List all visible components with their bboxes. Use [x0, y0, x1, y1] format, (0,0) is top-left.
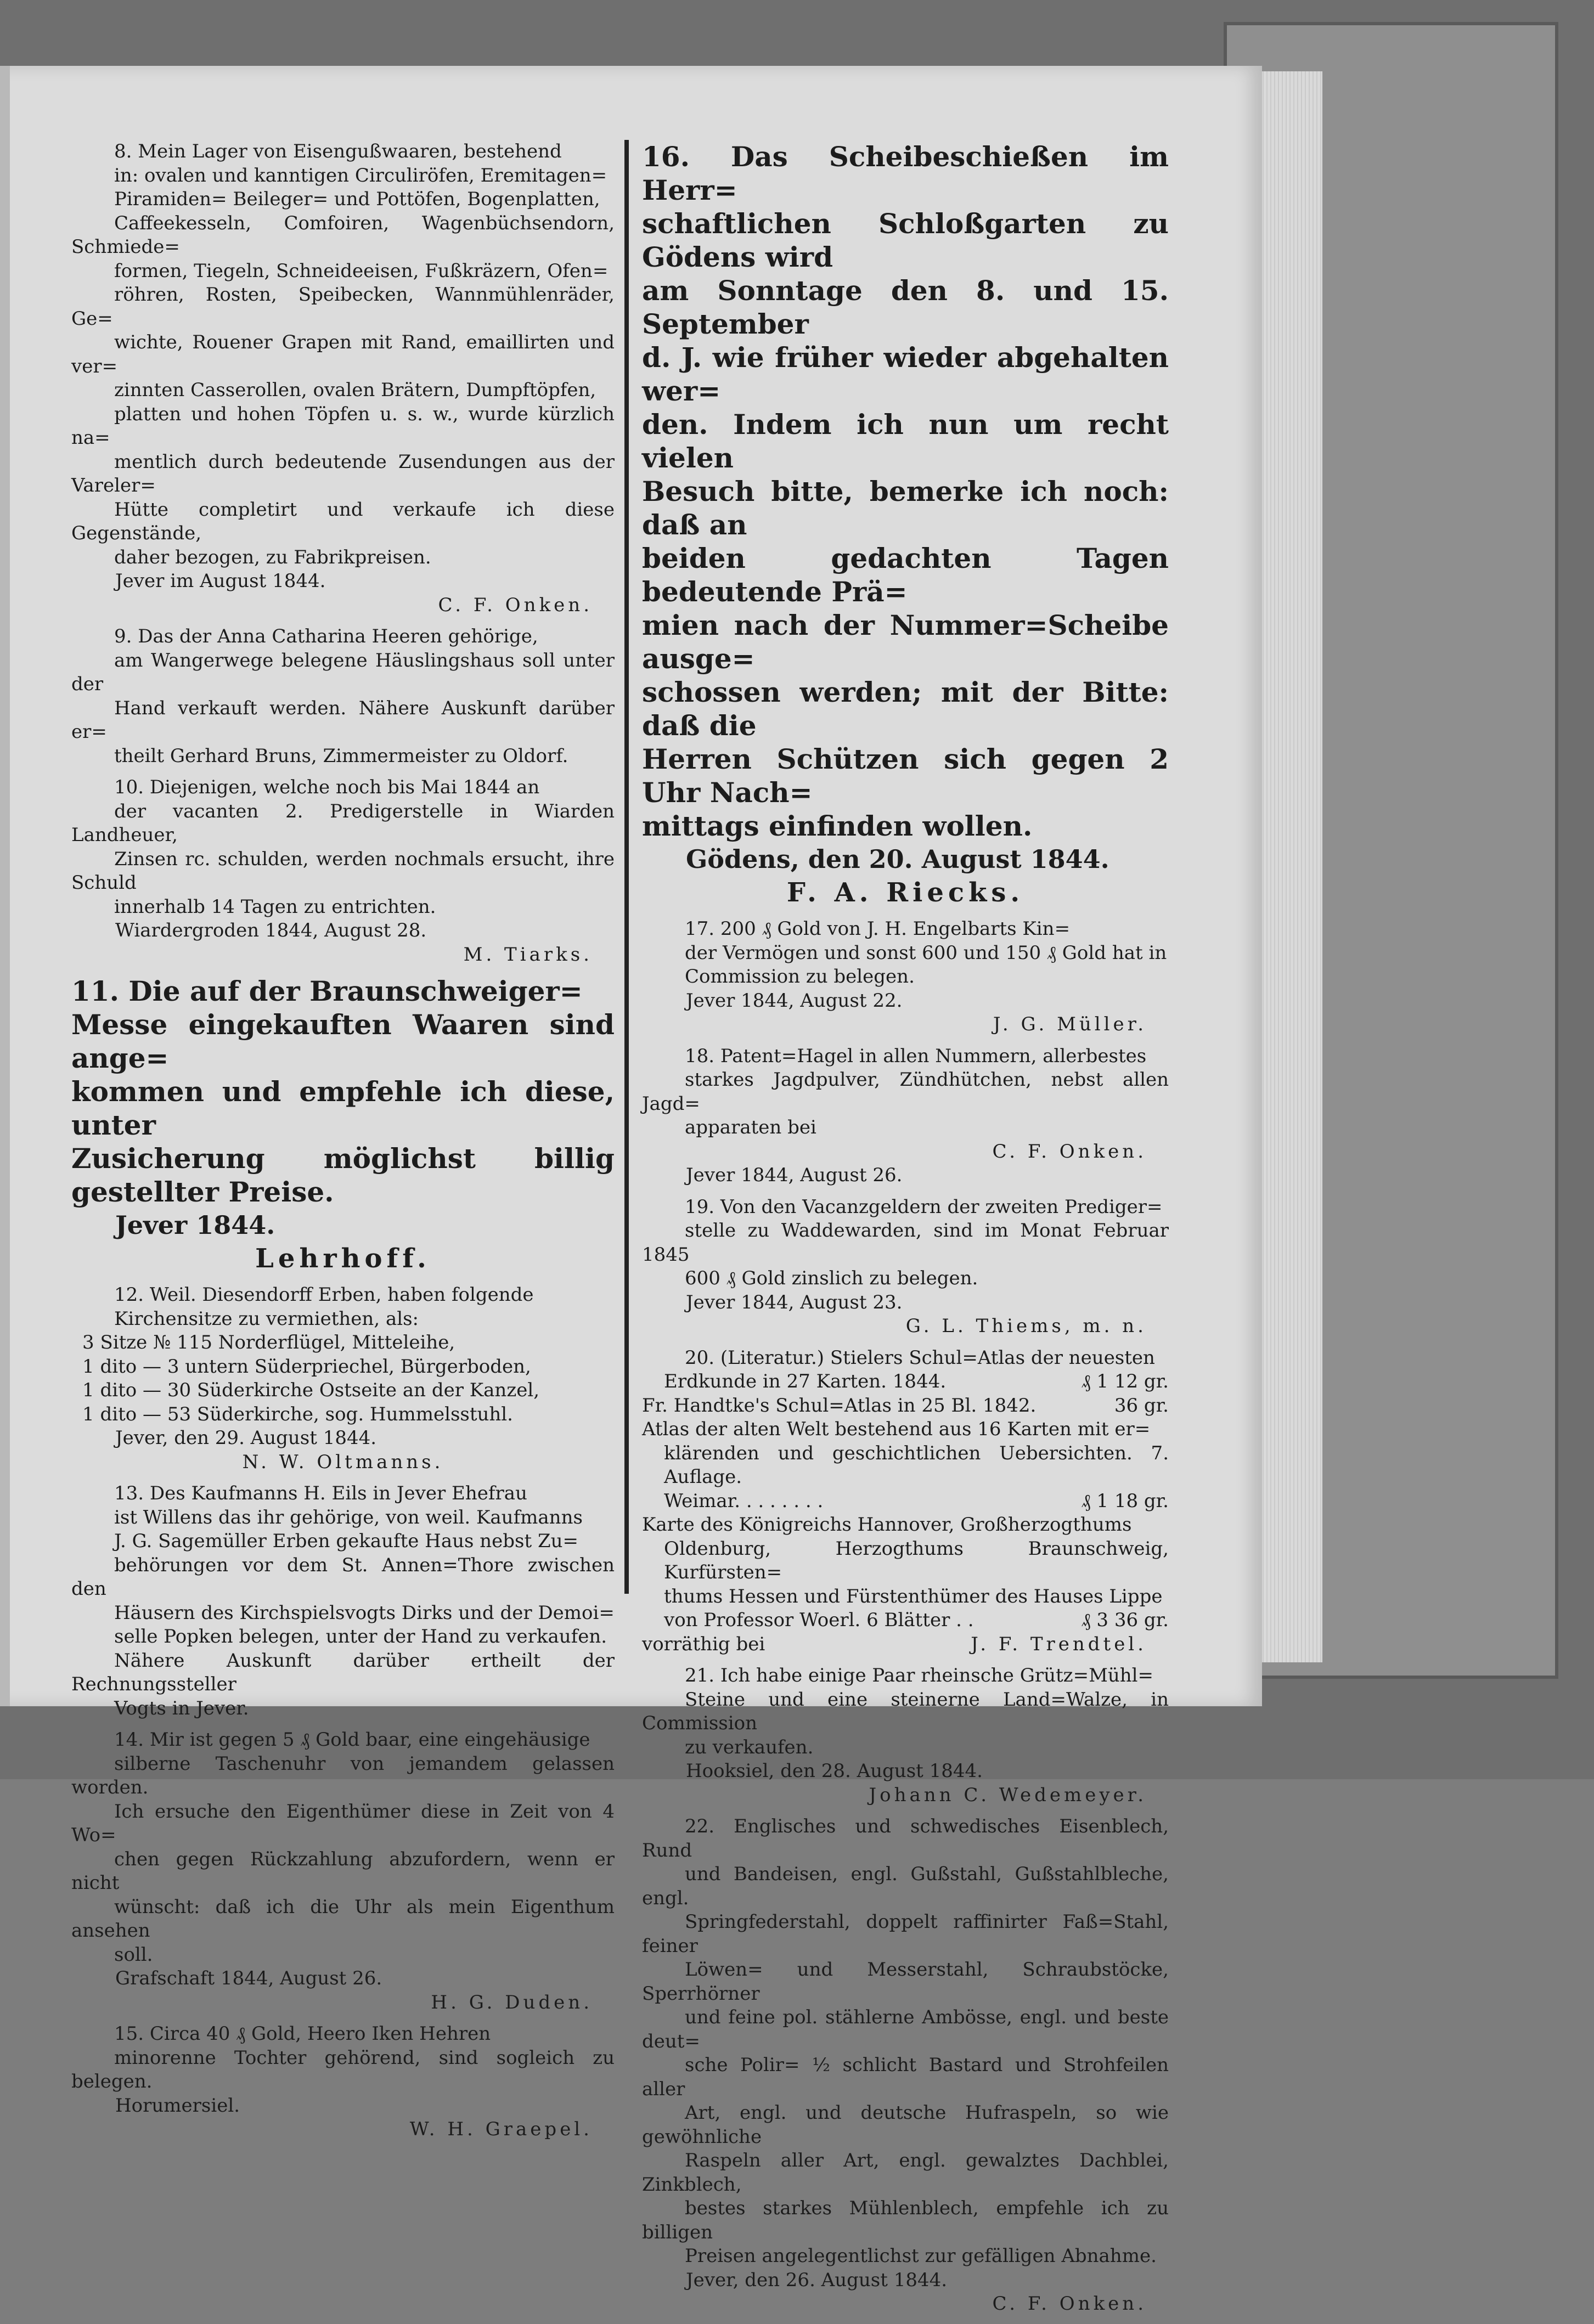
notice-15-text: [71, 2022, 615, 2094]
text-line: chen gegen Rückzahlung abzufordern, wenn er nicht: [71, 1848, 615, 1894]
price-value: 36 gr.: [1114, 1394, 1169, 1417]
price-row: [642, 1394, 1169, 1418]
price-item: Fr. Handtke's Schul=Atlas in 25 Bl. 1842.: [642, 1394, 1037, 1417]
notice-8-place: Jever im August 1844.: [115, 570, 326, 592]
notice-20-text-2: [642, 1418, 1169, 1490]
text-line: soll.: [114, 1943, 153, 1966]
text-line: und Bandeisen, engl. Gußstahl, Gußstahlbleche, engl.: [642, 1863, 1169, 1909]
notice-17-text: [642, 917, 1169, 989]
text-line: Hütte completirt und verkaufe ich diese Gegenstände,: [71, 498, 615, 544]
text-line: 14. Mir ist gegen 5 ₰ Gold baar, eine eingehäusige: [114, 1729, 590, 1751]
seat-row: 3 Sitze № 115 Norderflügel, Mitteleihe,: [82, 1332, 455, 1353]
text-line: Caffeekesseln, Comfoiren, Wagenbüchsendorn, Schmiede=: [71, 212, 615, 258]
notice-10: [71, 776, 615, 967]
notice-22-text: [642, 1815, 1169, 2269]
notice-22-place: Jever, den 26. August 1844.: [686, 2269, 948, 2291]
price-item: von Professor Woerl. 6 Blätter . .: [664, 1609, 974, 1631]
price-row: [642, 1490, 1169, 1514]
text-line: daher bezogen, zu Fabrikpreisen.: [114, 546, 431, 568]
text-line: apparaten bei: [685, 1116, 816, 1138]
text-line: d. J. wie früher wieder abgehalten wer=: [642, 341, 1169, 407]
notice-14-text: [71, 1728, 615, 1967]
text-line: zinnten Casserollen, ovalen Brätern, Dumpftöpfen,: [114, 379, 596, 401]
seat-row: 1 dito — 30 Süderkirche Ostseite an der Kanzel,: [82, 1379, 540, 1401]
text-line: Kirchensitze zu vermiethen, als:: [114, 1307, 419, 1330]
text-line: Herren Schützen sich gegen 2 Uhr Nach=: [642, 743, 1169, 809]
text-line: selle Popken belegen, unter der Hand zu verkaufen.: [114, 1626, 607, 1648]
text-line: in: ovalen und kanntigen Circuliröfen, Eremitagen=: [114, 164, 607, 187]
text-line: 20. (Literatur.) Stielers Schul=Atlas der neuesten: [685, 1346, 1155, 1369]
notice-8-signature: C. F. Onken.: [438, 594, 593, 616]
price-row: [642, 1609, 1169, 1633]
notice-10-signature: M. Tiarks.: [463, 943, 593, 966]
text-line: schossen werden; mit der Bitte: daß die: [642, 676, 1169, 742]
text-line: den. Indem ich nun um recht vielen: [642, 408, 1169, 474]
text-line: 21. Ich habe einige Paar rheinsche Grütz=Mühl=: [685, 1665, 1154, 1686]
notice-12-signature: N. W. Oltmanns.: [242, 1451, 444, 1473]
notice-14-place: Grafschaft 1844, August 26.: [115, 1967, 382, 1989]
price-item: Weimar. . . . . . . .: [664, 1490, 824, 1512]
notice-18-signature: C. F. Onken.: [992, 1140, 1147, 1163]
text-line: Atlas der alten Welt bestehend aus 16 Karten mit er=: [642, 1418, 1151, 1440]
text-line: Oldenburg, Herzogthums Braunschweig, Kurfürsten=: [664, 1537, 1169, 1583]
notice-20-text-3: [642, 1513, 1169, 1609]
text-line: der Vermögen und sonst 600 und 150 ₰ Gold hat in: [685, 941, 1167, 964]
text-line: Nähere Auskunft darüber ertheilt der Rechnungssteller: [71, 1649, 615, 1695]
text-line: wünscht: daß ich die Uhr als mein Eigenthum ansehen: [71, 1896, 615, 1942]
price-item: Erdkunde in 27 Karten. 1844.: [664, 1370, 947, 1392]
text-line: mien nach der Nummer=Scheibe ausge=: [642, 609, 1169, 675]
text-line: der vacanten 2. Predigerstelle in Wiarden Landheuer,: [71, 800, 615, 846]
notice-15-place: Horumersiel.: [115, 2094, 240, 2117]
left-column: [71, 140, 615, 2150]
notice-15-signature: W. H. Graepel.: [409, 2118, 593, 2140]
notice-16-signature: F. A. Riecks.: [786, 877, 1024, 908]
notice-17: [642, 917, 1169, 1037]
text-line: sche Polir= ½ schlicht Bastard und Strohfeilen aller: [642, 2054, 1169, 2100]
price-item: vorräthig bei: [642, 1633, 765, 1655]
text-line: J. G. Sagemüller Erben gekaufte Haus nebst Zu=: [114, 1530, 578, 1552]
text-line: Hand verkauft werden. Nähere Auskunft darüber er=: [71, 697, 615, 743]
seat-row: 1 dito — 3 untern Süderpriechel, Bürgerboden,: [82, 1355, 531, 1378]
text-line: ist Willens das ihr gehörige, von weil. Kaufmanns: [114, 1506, 583, 1528]
text-line: 10. Diejenigen, welche noch bis Mai 1844 an: [114, 776, 540, 798]
text-line: am Wangerwege belegene Häuslingshaus soll unter der: [71, 649, 615, 695]
notice-18: [642, 1045, 1169, 1188]
price-row: [642, 1370, 1169, 1394]
text-line: und feine pol. stählerne Ambösse, engl. und beste deut=: [642, 2006, 1169, 2052]
column-divider: [624, 140, 629, 1594]
text-line: Commission zu belegen.: [685, 966, 915, 988]
price-value: ₰ 3 36 gr.: [1081, 1609, 1169, 1631]
notice-21: [642, 1664, 1169, 1807]
notice-9-text: [71, 625, 615, 768]
text-line: 18. Patent=Hagel in allen Nummern, allerbestes: [685, 1045, 1147, 1067]
text-line: Piramiden= Beileger= und Pottöfen, Bogenplatten,: [114, 188, 600, 210]
notice-18-text: [642, 1045, 1169, 1140]
notice-10-text: [71, 776, 615, 919]
text-line: formen, Tiegeln, Schneideeisen, Fußkräzern, Ofen=: [114, 260, 609, 282]
text-line: 8. Mein Lager von Eisengußwaaren, bestehend: [114, 140, 562, 162]
text-line: Löwen= und Messerstahl, Schraubstöcke, Sperrhörner: [642, 1959, 1169, 2005]
notice-17-place: Jever 1844, August 22.: [686, 989, 903, 1012]
text-line: 19. Von den Vacanzgeldern der zweiten Prediger=: [685, 1195, 1163, 1218]
text-line: platten und hohen Töpfen u. s. w., wurde kürzlich na=: [71, 403, 615, 449]
text-line: bestes starkes Mühlenblech, empfehle ich zu billigen: [642, 2197, 1169, 2243]
page-edges: [1257, 71, 1322, 1662]
notice-13: [71, 1482, 615, 1721]
text-line: Preisen angelegentlichst zur gefälligen Abnahme.: [685, 2245, 1157, 2267]
notice-18-place: Jever 1844, August 26.: [686, 1164, 903, 1186]
text-line: 17. 200 ₰ Gold von J. H. Engelbarts Kin=: [685, 918, 1071, 940]
notice-19: [642, 1195, 1169, 1339]
text-line: zu verkaufen.: [685, 1736, 814, 1758]
notice-14: [71, 1728, 615, 2015]
text-line: 12. Weil. Diesendorff Erben, haben folgende: [114, 1284, 534, 1306]
text-line: 13. Des Kaufmanns H. Eils in Jever Ehefrau: [114, 1482, 527, 1504]
text-line: Zusicherung möglichst billig gestellter Preise.: [71, 1142, 615, 1208]
notice-21-text: [642, 1664, 1169, 1759]
text-line: mentlich durch bedeutende Zusendungen aus der Vareler=: [71, 450, 615, 497]
notice-20-signature: J. F. Trendtel.: [971, 1633, 1147, 1655]
notice-12: [71, 1283, 615, 1474]
text-line: Ich ersuche den Eigenthümer diese in Zeit von 4 Wo=: [71, 1800, 615, 1846]
price-row: [642, 1633, 1169, 1657]
text-line: 9. Das der Anna Catharina Heeren gehörige,: [114, 625, 538, 647]
notice-16: [642, 140, 1169, 910]
price-value: ₰ 1 18 gr.: [1081, 1490, 1169, 1512]
notice-11-place: Jever 1844.: [115, 1210, 275, 1240]
text-line: Springfederstahl, doppelt raffinirter Faß=Stahl, feiner: [642, 1911, 1169, 1957]
text-line: Zinsen rc. schulden, werden nochmals ersucht, ihre Schuld: [71, 848, 615, 894]
notice-19-place: Jever 1844, August 23.: [686, 1291, 903, 1313]
notice-9: [71, 625, 615, 768]
text-line: Häusern des Kirchspielsvogts Dirks und der Demoi=: [114, 1601, 615, 1624]
text-line: thums Hessen und Fürstenthümer des Hauses Lippe: [664, 1585, 1163, 1607]
text-line: starkes Jagdpulver, Zündhütchen, nebst allen Jagd=: [642, 1069, 1169, 1115]
right-column: [642, 140, 1169, 2324]
text-line: theilt Gerhard Bruns, Zimmermeister zu Oldorf.: [114, 744, 568, 767]
notice-20-text: [642, 1346, 1169, 1370]
text-line: kommen und empfehle ich diese, unter: [71, 1075, 615, 1141]
text-line: minorenne Tochter gehörend, sind sogleich zu belegen.: [71, 2046, 615, 2092]
notice-22-signature: C. F. Onken.: [992, 2293, 1147, 2315]
text-line: 15. Circa 40 ₰ Gold, Heero Iken Hehren: [114, 2023, 491, 2045]
notice-19-text: [642, 1195, 1169, 1291]
text-line: mittags einfinden wollen.: [642, 810, 1033, 842]
notice-8-text: [71, 140, 615, 569]
notice-13-text: [71, 1482, 615, 1721]
notice-20: [642, 1346, 1169, 1657]
notice-16-text: [642, 140, 1169, 843]
text-line: behörungen vor dem St. Annen=Thore zwischen den: [71, 1554, 615, 1600]
notice-11-signature: Lehrhoff.: [255, 1243, 431, 1274]
notice-11: [71, 974, 615, 1276]
price-value: ₰ 1 12 gr.: [1081, 1370, 1169, 1392]
text-line: Steine und eine steinerne Land=Walze, in Commission: [642, 1688, 1169, 1734]
notice-10-place: Wiardergroden 1844, August 28.: [115, 920, 427, 941]
notice-15: [71, 2022, 615, 2142]
text-line: Raspeln aller Art, engl. gewalztes Dachblei, Zinkblech,: [642, 2150, 1169, 2196]
notice-21-place: Hooksiel, den 28. August 1844.: [686, 1760, 983, 1782]
text-line: innerhalb 14 Tagen zu entrichten.: [114, 895, 436, 918]
notice-21-signature: Johann C. Wedemeyer.: [869, 1784, 1147, 1806]
text-line: stelle zu Waddewarden, sind im Monat Februar 1845: [642, 1220, 1169, 1266]
previous-page-edge: [0, 66, 10, 1706]
text-line: beiden gedachten Tagen bedeutende Prä=: [642, 542, 1169, 608]
notice-17-signature: J. G. Müller.: [993, 1013, 1147, 1035]
text-line: wichte, Rouener Grapen mit Rand, emaillirten und ver=: [71, 331, 615, 377]
notice-14-signature: H. G. Duden.: [431, 1991, 593, 2013]
notice-16-place: Gödens, den 20. August 1844.: [686, 844, 1109, 874]
notice-12-text: [71, 1283, 615, 1331]
text-line: Messe eingekauften Waaren sind ange=: [71, 1008, 615, 1074]
seat-row: 1 dito — 53 Süderkirche, sog. Hummelsstuhl.: [82, 1403, 513, 1425]
text-line: klärenden und geschichtlichen Uebersichten. 7. Auflage.: [664, 1442, 1169, 1488]
text-line: 16. Das Scheibeschießen im Herr=: [642, 140, 1169, 206]
text-line: Besuch bitte, bemerke ich noch: daß an: [642, 475, 1169, 541]
text-line: Art, engl. und deutsche Hufraspeln, so wie gewöhnliche: [642, 2102, 1169, 2148]
notice-12-place: Jever, den 29. August 1844.: [115, 1427, 377, 1449]
notice-22: [642, 1815, 1169, 2316]
text-line: 600 ₰ Gold zinslich zu belegen.: [685, 1267, 978, 1289]
text-line: röhren, Rosten, Speibecken, Wannmühlenräder, Ge=: [71, 284, 615, 330]
text-line: schaftlichen Schloßgarten zu Gödens wird: [642, 207, 1169, 273]
text-line: silberne Taschenuhr von jemandem gelassen worden.: [71, 1752, 615, 1798]
text-line: Karte des Königreichs Hannover, Großherzogthums: [642, 1514, 1132, 1536]
text-line: 11. Die auf der Braunschweiger=: [71, 975, 583, 1007]
text-line: 22. Englisches und schwedisches Eisenblech, Rund: [642, 1815, 1169, 1862]
text-line: am Sonntage den 8. und 15. September: [642, 274, 1169, 340]
notice-8: [71, 140, 615, 617]
notice-19-signature: G. L. Thiems, m. n.: [905, 1315, 1147, 1337]
text-line: Vogts in Jever.: [114, 1697, 249, 1719]
notice-11-text: [71, 974, 615, 1209]
